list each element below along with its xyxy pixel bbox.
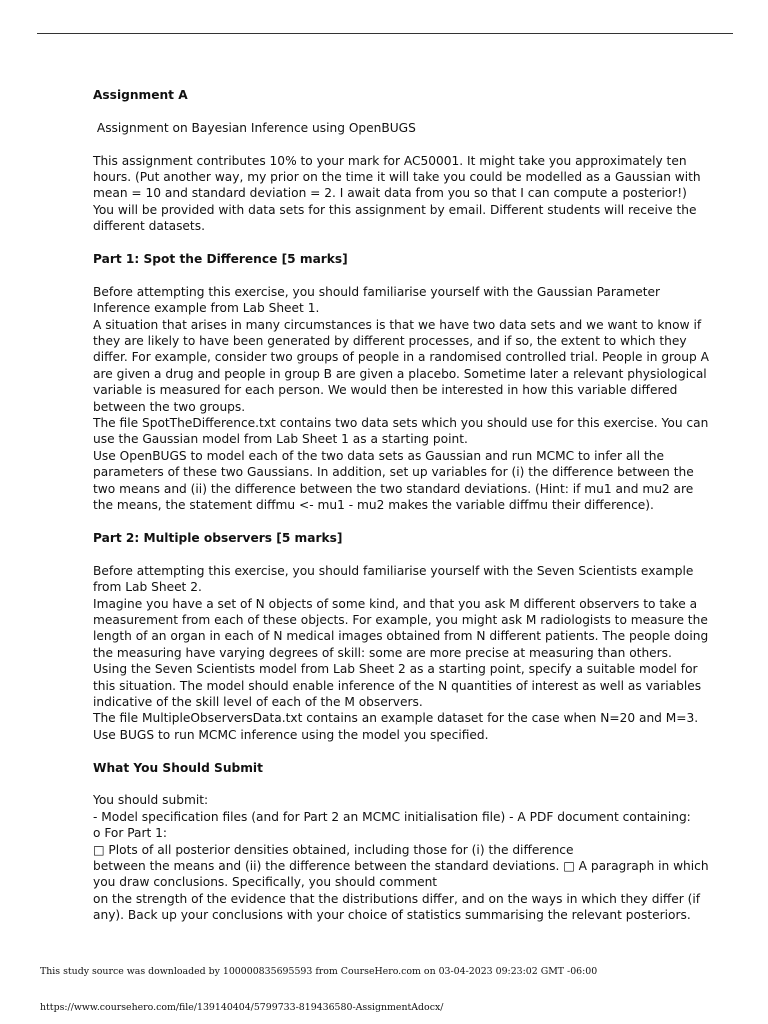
- part1-line: parameters of these two Gaussians. In addition, set up variables for (i) the difference between the: [93, 465, 694, 480]
- intro-line: hours. (Put another way, my prior on the time it will take you could be modelled as a Gaussian with: [93, 170, 701, 184]
- part1-line: variable is measured for each person. We would then be interested in how this variable differed: [93, 383, 678, 398]
- part1-line: Before attempting this exercise, you should familiarise yourself with the Gaussian Parameter: [93, 284, 661, 299]
- submit-body: [93, 792, 709, 923]
- part2-body: [93, 563, 709, 743]
- intro-paragraph: [93, 153, 701, 235]
- submit-line: o For Part 1:: [93, 826, 168, 841]
- source-url[interactable]: https://www.coursehero.com/file/139140404/5799733-819436580-AssignmentAdocx/: [40, 1002, 444, 1013]
- part1-line: the means, the statement diffmu <- mu1 - mu2 makes the variable diffmu their difference).: [93, 498, 654, 513]
- part1-line: are given a drug and people in group B are given a placebo. Sometime later a relevant physiological: [93, 366, 707, 381]
- part1-body: [93, 284, 709, 514]
- submit-line: between the means and (ii) the difference between the standard deviations. □ A paragraph in which: [93, 858, 709, 873]
- part2-line: the measuring have varying degrees of skill: some are more precise at measuring than others.: [93, 645, 672, 660]
- part1-line: Inference example from Lab Sheet 1.: [93, 301, 320, 316]
- part2-line: measurement from each of these objects. For example, you might ask M radiologists to measure the: [93, 612, 708, 627]
- submit-line: you draw conclusions. Specifically, you should comment: [93, 875, 438, 890]
- part2-line: indicative of the skill level of each of the M observers.: [93, 694, 423, 709]
- part1-heading: Part 1: Spot the Difference [5 marks]: [93, 252, 348, 267]
- part2-heading: Part 2: Multiple observers [5 marks]: [93, 530, 343, 545]
- part2-line: The file MultipleObserversData.txt contains an example dataset for the case when N=20 and M=3.: [93, 711, 699, 726]
- intro-line: You will be provided with data sets for this assignment by email. Different students will receive the: [93, 202, 697, 217]
- part2-line: length of an organ in each of N medical images obtained from N different patients. The people doing: [93, 629, 709, 644]
- submit-line: on the strength of the evidence that the distributions differ, and on the ways in which they differ (if: [93, 891, 701, 906]
- part1-line: they are likely to have been generated by different processes, and if so, the extent to which they: [93, 334, 687, 349]
- part1-line: two means and (ii) the difference between the two standard deviations. (Hint: if mu1 and mu2 are: [93, 481, 694, 496]
- part1-line: use the Gaussian model from Lab Sheet 1 as a starting point.: [93, 432, 468, 447]
- submit-line: any). Back up your conclusions with your choice of statistics summarising the relevant posteriors.: [93, 908, 691, 923]
- document-subtitle: Assignment on Bayesian Inference using OpenBUGS: [93, 120, 416, 135]
- intro-line: different datasets.: [93, 219, 205, 234]
- submit-line: - Model specification files (and for Part 2 an MCMC initialisation file) - A PDF document containing:: [93, 809, 691, 824]
- top-rule: [37, 33, 733, 34]
- part2-line: Using the Seven Scientists model from Lab Sheet 2 as a starting point, specify a suitable model for: [93, 662, 698, 677]
- part2-line: this situation. The model should enable inference of the N quantities of interest as well as variables: [93, 678, 702, 693]
- part2-line: Imagine you have a set of N objects of some kind, and that you ask M different observers to take a: [93, 596, 698, 611]
- part2-line: Before attempting this exercise, you should familiarise yourself with the Seven Scientists example: [93, 563, 694, 578]
- intro-line: This assignment contributes 10% to your mark for AC50001. It might take you approximately ten: [93, 153, 687, 168]
- part2-line: from Lab Sheet 2.: [93, 580, 202, 595]
- part2-line: Use BUGS to run MCMC inference using the model you specified.: [93, 727, 489, 742]
- part1-line: differ. For example, consider two groups of people in a randomised controlled trial. People in group A: [93, 350, 709, 365]
- intro-line: mean = 10 and standard deviation = 2. I await data from you so that I can compute a posterior!): [93, 186, 687, 201]
- download-notice: This study source was downloaded by 100000835695593 from CourseHero.com on 03-04-2023 09:23:02 GMT -06:00: [40, 966, 598, 977]
- document-body: [93, 87, 709, 924]
- part1-line: Use OpenBUGS to model each of the two data sets as Gaussian and run MCMC to infer all the: [93, 448, 665, 463]
- part1-line: between the two groups.: [93, 399, 246, 414]
- submit-line: You should submit:: [93, 793, 209, 808]
- document-title: Assignment A: [93, 88, 188, 102]
- part1-line: The file SpotTheDifference.txt contains two data sets which you should use for this exercise. You can: [93, 416, 709, 431]
- part1-line: A situation that arises in many circumstances is that we have two data sets and we want to know if: [93, 317, 702, 332]
- submit-line: □ Plots of all posterior densities obtained, including those for (i) the difference: [93, 842, 574, 857]
- submit-heading: What You Should Submit: [93, 760, 263, 775]
